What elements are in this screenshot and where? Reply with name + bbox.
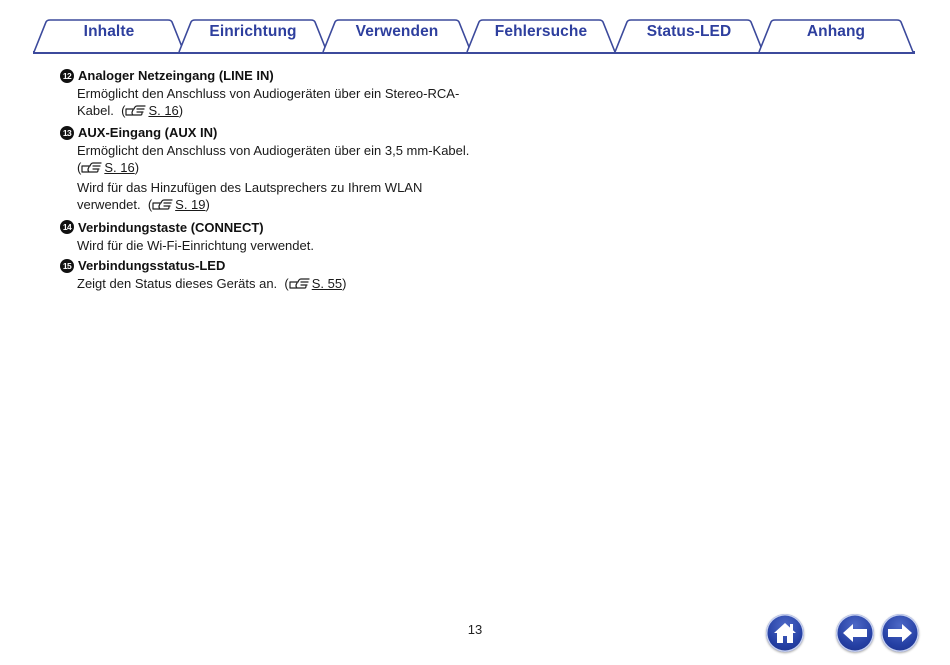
page-reference-link[interactable]: S. 16 [148,102,179,118]
pointing-hand-icon [152,198,174,216]
item-description: Wird für die Wi-Fi-Einrichtung verwendet. [77,237,314,253]
tab-label: Status-LED [646,22,732,40]
list-item-15 [60,256,480,295]
item-title: Analoger Netzeingang (LINE IN) [78,68,274,83]
arrow-left-icon [841,622,869,644]
page-reference-link[interactable]: S. 55 [311,276,343,292]
item-description: Wird für das Hinzufügen des Lautsprechers zu Ihrem WLAN verwendet. ( S. 19) [77,180,480,215]
pointing-hand-icon [81,161,103,179]
list-item-14 [60,218,480,255]
item-number-badge: 13 [60,126,74,140]
tab-inhalte[interactable] [33,19,185,52]
item-number-badge: 15 [60,259,74,273]
page-reference-link[interactable]: S. 16 [104,159,135,175]
content-area [60,66,480,297]
tab-einrichtung[interactable] [178,19,328,52]
tab-bar [0,0,950,56]
tab-label: Inhalte [83,22,135,40]
item-title: AUX-Eingang (AUX IN) [78,125,218,141]
item-description: Zeigt den Status dieses Geräts an. ( S. 55) [77,276,480,295]
item-title: Verbindungstaste (CONNECT) [78,219,264,235]
item-description: Ermöglicht den Anschluss von Audiogeräten über ein Stereo-RCA-Kabel. ( S. 16) [77,86,480,121]
home-button[interactable] [766,614,804,652]
list-item-13 [60,123,480,215]
home-icon [772,621,798,645]
pointing-hand-icon [125,104,147,122]
tab-anhang[interactable] [758,19,914,52]
forward-button[interactable] [881,614,919,652]
tab-label: Anhang [806,22,866,40]
page-reference-link[interactable]: S. 19 [175,196,206,212]
tab-fehlersuche[interactable] [466,19,616,52]
back-button[interactable] [836,614,874,652]
item-number-badge: 12 [60,69,74,83]
item-title: Verbindungsstatus-LED [78,258,226,274]
tab-label: Fehlersuche [494,22,588,40]
tab-status-led[interactable] [614,19,764,52]
tab-label: Verwenden [355,22,439,40]
item-description: Ermöglicht den Anschluss von Audiogeräten über ein 3,5 mm-Kabel. ( S. 16) [77,143,480,178]
tab-verwenden[interactable] [322,19,472,52]
list-item-12 [60,66,480,121]
pointing-hand-icon [289,277,311,295]
tab-label: Einrichtung [209,22,297,40]
item-number-badge: 14 [60,220,74,234]
page-number: 13 [467,622,483,637]
arrow-right-icon [886,622,914,644]
